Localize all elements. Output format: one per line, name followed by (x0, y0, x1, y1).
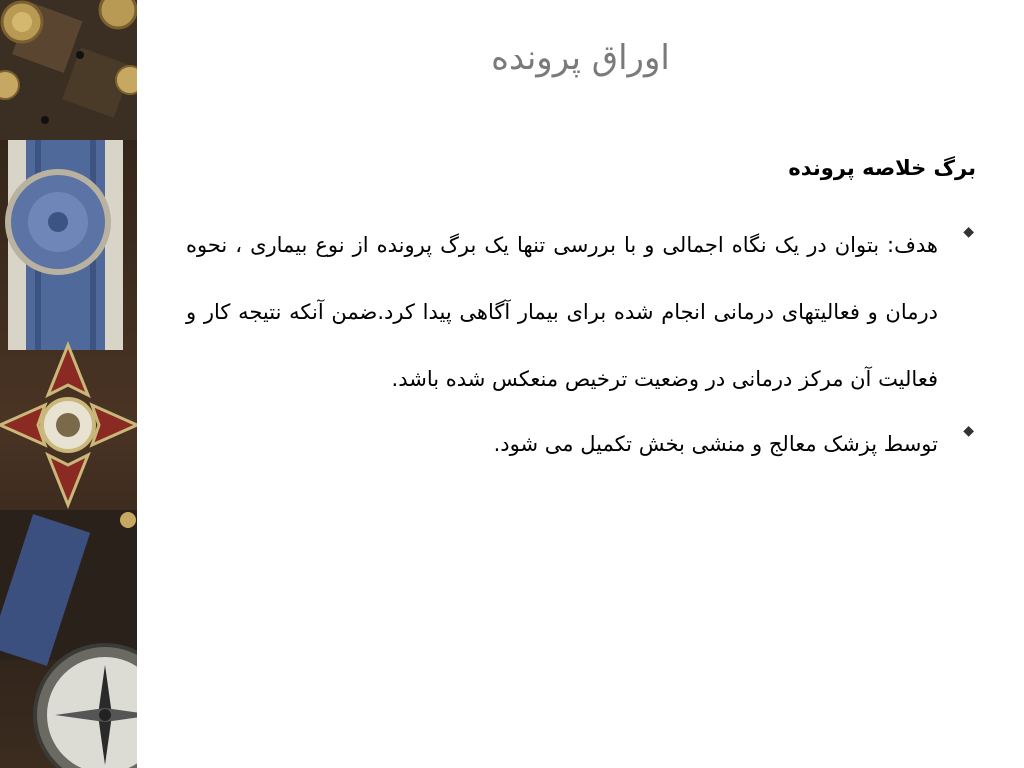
diamond-bullet-icon: ◆ (963, 224, 974, 240)
bullet-item (186, 212, 976, 413)
diamond-bullet-icon: ◆ (963, 423, 974, 439)
bullet-list (186, 226, 976, 478)
slide-title: اوراق پرونده (491, 38, 670, 78)
decorative-medals-image (0, 0, 137, 768)
bullet-text: توسط پزشک معالج و منشی بخش تکمیل می شود. (493, 432, 938, 456)
bullet-item (186, 411, 976, 478)
bullet-text: هدف: بتوان در یک نگاه اجمالی و با بررسی تنها یک برگ پرونده از نوع بیماری ، نحوه درمان و فعالیتهای درمانی انجام شده برای بیمار آگاهی پیدا کرد.ضمن آنکه نتیجه کار و فعالیت آن مرکز درمانی در وضعیت ترخیص منعکس شده باشد. (186, 233, 938, 391)
medals-illustration (0, 0, 137, 768)
section-subtitle: برگ خلاصه پرونده (788, 156, 976, 180)
